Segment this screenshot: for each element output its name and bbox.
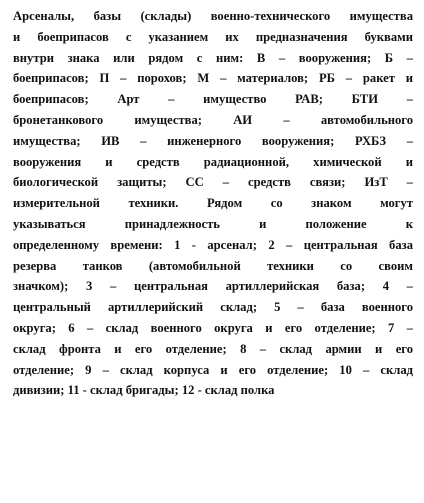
text-line: округа; 6 – склад военного округа и его отделение; 7 –: [13, 320, 413, 335]
text-line: измерительной техники. Рядом со знаком могут: [13, 196, 413, 211]
text-line: и боеприпасов с указанием их предназначения буквами: [13, 29, 413, 44]
text-line: отделение; 9 – склад корпуса и его отделение; 10 – склад: [13, 362, 413, 377]
text-line: бронетанкового имущества; АИ – автомобильного: [13, 112, 413, 127]
text-line: внутри знака или рядом с ним: В – вооружения; Б –: [13, 50, 413, 65]
text-line: определенному времени: 1 - арсенал; 2 – центральная база: [13, 237, 413, 252]
text-line: имущества; ИВ – инженерного вооружения; РХБЗ –: [13, 133, 413, 148]
text-line: центральный артиллерийский склад; 5 – база военного: [13, 300, 413, 315]
document-page: [13, 6, 413, 401]
text-line: боеприпасов; Арт – имущество РАВ; БТИ –: [13, 92, 413, 107]
legend-paragraph: [13, 6, 413, 401]
text-line: боеприпасов; П – порохов; М – материалов; РБ – ракет и: [13, 71, 413, 86]
text-line: биологической защиты; СС – средств связи; ИзТ –: [13, 175, 413, 190]
text-line: значком); 3 – центральная артиллерийская база; 4 –: [13, 279, 413, 294]
text-line: дивизии; 11 - склад бригады; 12 - склад полка: [13, 383, 275, 398]
text-line: склад фронта и его отделение; 8 – склад армии и его: [13, 341, 413, 356]
text-line: Арсеналы, базы (склады) военно-технического имущества: [13, 9, 413, 23]
text-line: указываться принадлежность и положение к: [13, 216, 413, 231]
text-line: резерва танков (автомобильной техники со своим: [13, 258, 413, 273]
text-line: вооружения и средств радиационной, химической и: [13, 154, 413, 169]
